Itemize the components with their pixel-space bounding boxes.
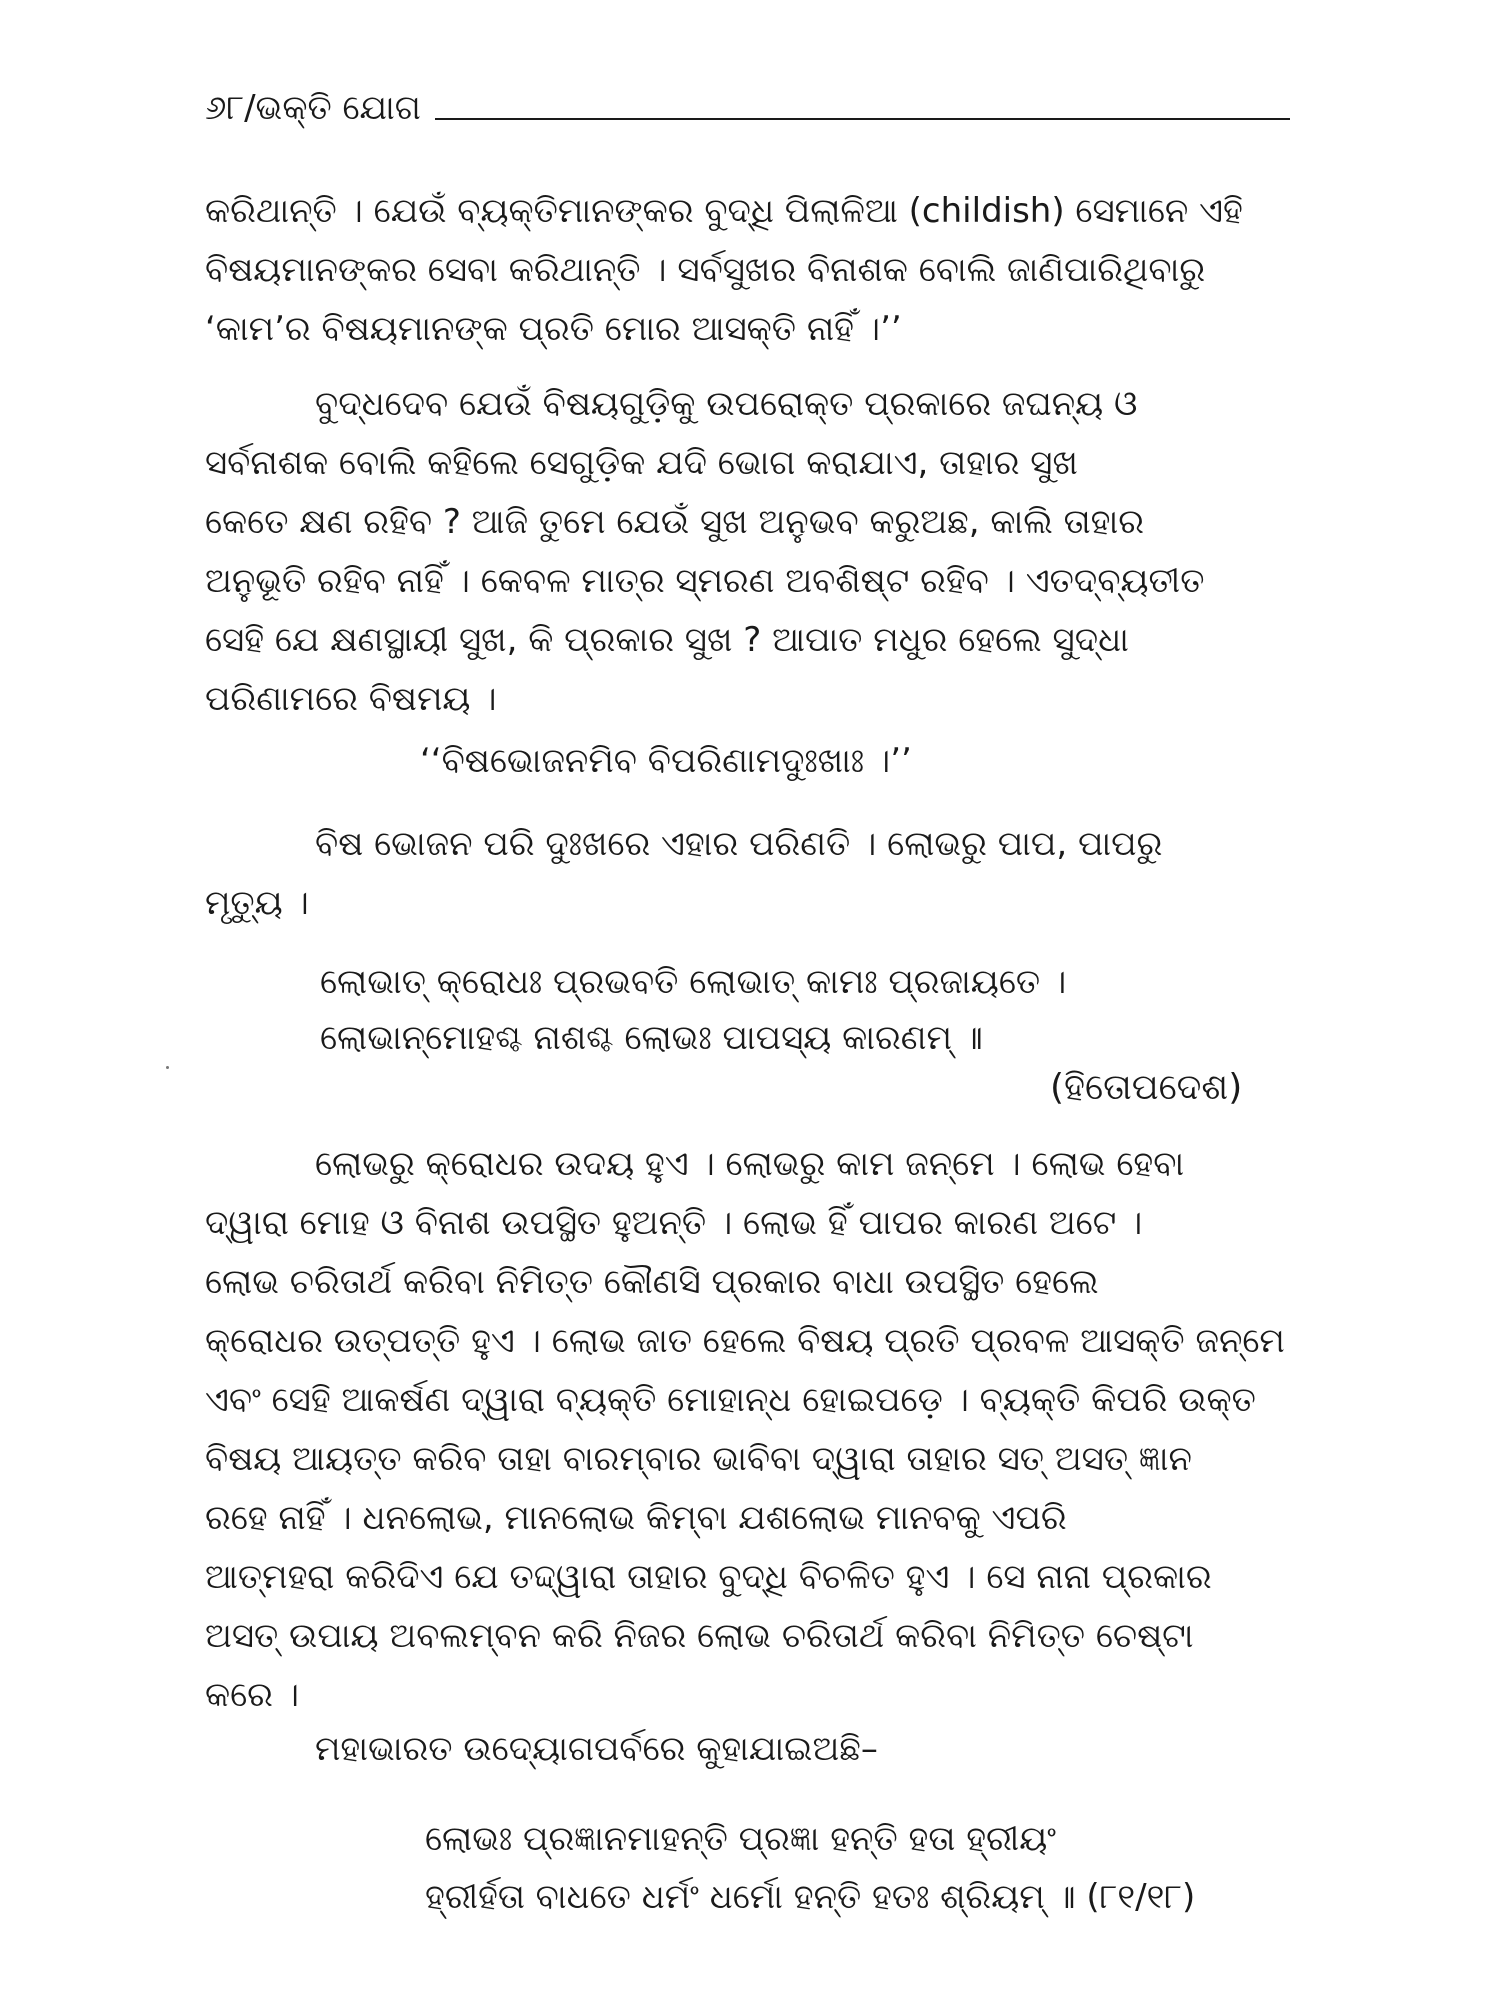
text-line: ଆତ୍ମହରା କରିଦିଏ ଯେ ତଦ୍ଦ୍ୱାରା ତାହାର ବୁଦ୍ଧି ବିଚଳିତ ହୁଏ । ସେ ନାନା ପ୍ରକାର — [205, 1557, 1212, 1597]
text-line: ପରିଣାମରେ ବିଷମୟ । — [205, 679, 497, 719]
paragraph-5: ମହାଭାରତ ଉଦ୍ୟୋଗପର୍ବରେ କୁହାଯାଇଅଛି– — [315, 1729, 878, 1769]
text-line: ସେହି ଯେ କ୍ଷଣସ୍ଥାୟୀ ସୁଖ, କି ପ୍ରକାର ସୁଖ ? ଆପାତ ମଧୁର ହେଲେ ସୁଦ୍ଧା — [205, 620, 1129, 660]
text-line: ଅସତ୍ ଉପାୟ ଅବଲମ୍ବନ କରି ନିଜର ଲୋଭ ଚରିତାର୍ଥ କରିବା ନିମିତ୍ତ ଚେଷ୍ଟା — [205, 1616, 1194, 1656]
verse-2-line-1: ଲୋଭଃ ପ୍ରଜ୍ଞାନମାହନ୍ତି ପ୍ରଜ୍ଞା ହନ୍ତି ହତା ହ୍ରୀୟଂ — [425, 1819, 1056, 1859]
text-line: ‘କାମ’ର ବିଷୟମାନଙ୍କ ପ୍ରତି ମୋର ଆସକ୍ତି ନାହିଁ ।’’ — [205, 309, 902, 349]
text-line: ବିଷୟ ଆୟତ୍ତ କରିବ ତାହା ବାରମ୍ବାର ଭାବିବା ଦ୍ୱାରା ତାହାର ସତ୍ ଅସତ୍ ଜ୍ଞାନ — [205, 1439, 1192, 1479]
text-line: କରିଥାନ୍ତି । ଯେଉଁ ବ୍ୟକ୍ତିମାନଙ୍କର ବୁଦ୍ଧି ପିଲାଳିଆ (childish) ସେମାନେ ଏହି — [205, 191, 1243, 231]
page-header — [205, 78, 1290, 128]
text-line: ମୃତ୍ୟୁ । — [205, 883, 309, 923]
print-speck — [166, 1066, 169, 1069]
text-line: ଅନୁଭୂତି ରହିବ ନାହିଁ । କେବଳ ମାତ୍ର ସ୍ମରଣ ଅବଶିଷ୍ଟ ରହିବ । ଏତଦ୍‌ବ୍ୟତୀତ — [205, 561, 1205, 601]
verse-1-source: (ହିତୋପଦେଶ) — [1050, 1067, 1243, 1108]
text-line: ସର୍ବନାଶକ ବୋଲି କହିଲେ ସେଗୁଡ଼ିକ ଯଦି ଭୋଗ କରାଯାଏ, ତାହାର ସୁଖ — [205, 443, 1078, 483]
paragraph-2-first-line — [315, 375, 1290, 434]
text-line: କରେ । — [205, 1675, 300, 1715]
paragraph-3-first-line — [315, 815, 1290, 874]
paragraph-3 — [205, 874, 1290, 933]
verse-1-line-1: ଲୋଭାତ୍ କ୍ରୋଧଃ ପ୍ରଭବତି ଲୋଭାତ୍ କାମଃ ପ୍ରଜାୟତେ । — [320, 962, 1067, 1002]
text-line: ରହେ ନାହିଁ । ଧନଲୋଭ, ମାନଲୋଭ କିମ୍ବା ଯଶଲୋଭ ମାନବକୁ ଏପରି — [205, 1498, 1067, 1538]
paragraph-1 — [205, 182, 1290, 359]
paragraph-4 — [205, 1194, 1290, 1725]
text-line: ବିଷ ଭୋଜନ ପରି ଦୁଃଖରେ ଏହାର ପରିଣତି । ଲୋଭରୁ ପାପ, ପାପରୁ — [315, 824, 1163, 864]
text-line: ଏବଂ ସେହି ଆକର୍ଷଣ ଦ୍ୱାରା ବ୍ୟକ୍ତି ମୋହାନ୍ଧ ହୋଇପଡ଼େ । ବ୍ୟକ୍ତି କିପରି ଉକ୍ତ — [205, 1380, 1256, 1420]
paragraph-4-first-line — [315, 1135, 1290, 1194]
text-line: କ୍ରୋଧର ଉତ୍ପତ୍ତି ହୁଏ । ଲୋଭ ଜାତ ହେଲେ ବିଷୟ ପ୍ରତି ପ୍ରବଳ ଆସକ୍ତି ଜନ୍ମେ — [205, 1321, 1285, 1361]
verse-1-line-2: ଲୋଭାନ୍ମୋହଶ୍ଚ ନାଶଶ୍ଚ ଲୋଭଃ ପାପସ୍ୟ କାରଣମ୍ ॥ — [320, 1018, 983, 1058]
paragraph-2 — [205, 434, 1290, 729]
sanskrit-quote: ‘‘ବିଷଭୋଜନମିବ ବିପରିଣାମଦୁଃଖାଃ ।’’ — [420, 741, 912, 781]
text-line: କେତେ କ୍ଷଣ ରହିବ ? ଆଜି ତୁମେ ଯେଉଁ ସୁଖ ଅନୁଭବ କରୁଅଛ, କାଲି ତାହାର — [205, 502, 1144, 542]
verse-2-line-2: ହ୍ରୀର୍ହତା ବାଧତେ ଧର୍ମଂ ଧର୍ମୋ ହନ୍ତି ହତଃ ଶ୍ରିୟମ୍ ॥ (୮୧/୧୮) — [425, 1877, 1196, 1917]
text-line: ଦ୍ୱାରା ମୋହ ଓ ବିନାଶ ଉପସ୍ଥିତ ହୁଅନ୍ତି । ଲୋଭ ହିଁ ପାପର କାରଣ ଅଟେ । — [205, 1203, 1143, 1243]
text-line: ଲୋଭରୁ କ୍ରୋଧର ଉଦୟ ହୁଏ । ଲୋଭରୁ କାମ ଜନ୍ମେ । ଲୋଭ ହେବା — [315, 1144, 1185, 1184]
text-line: ବିଷୟମାନଙ୍କର ସେବା କରିଥାନ୍ତି । ସର୍ବସୁଖର ବିନାଶକ ବୋଲି ଜାଣିପାରିଥିବାରୁ — [205, 250, 1206, 290]
page-number-title: ୬୮/ଭକ୍ତି ଯୋଗ — [205, 88, 421, 128]
header-rule — [435, 118, 1290, 120]
text-line: ଲୋଭ ଚରିତାର୍ଥ କରିବା ନିମିତ୍ତ କୌଣସି ପ୍ରକାର ବାଧା ଉପସ୍ଥିତ ହେଲେ — [205, 1262, 1099, 1302]
text-line: ବୁଦ୍ଧଦେବ ଯେଉଁ ବିଷୟଗୁଡ଼ିକୁ ଉପରୋକ୍ତ ପ୍ରକାରେ ଜଘନ୍ୟ ଓ — [315, 384, 1138, 424]
